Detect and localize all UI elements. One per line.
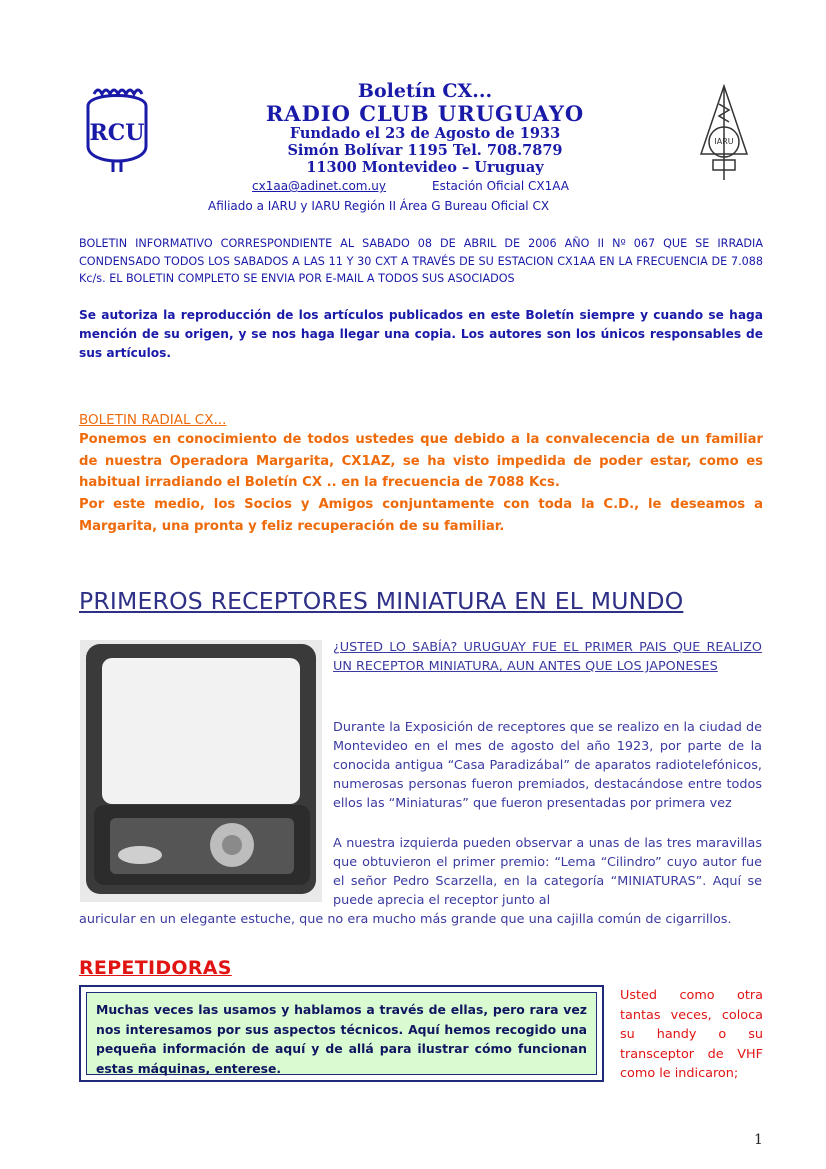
article-paragraph-3: auricular en un elegante estuche, que no era mucho más grande que una cajilla común de cigarrillos.: [79, 912, 732, 927]
bulletin-title: Boletín CX...: [357, 80, 493, 102]
article-headline: ¿USTED LO SABÍA? URUGUAY FUE EL PRIMER PAIS QUE REALIZO UN RECEPTOR MINIATURA, AUN ANTES QUE LOS JAPONESES: [333, 640, 762, 674]
city-line: 11300 Montevideo – Uruguay: [306, 159, 544, 176]
rcu-logo: [80, 84, 154, 174]
radial-title: BOLETIN RADIAL CX...: [79, 412, 227, 428]
repetidoras-box: [79, 985, 604, 1082]
official-station: Estación Oficial CX1AA: [432, 179, 570, 193]
article-paragraph-2: A nuestra izquierda pueden observar a unas de las tres maravillas que obtuvieron el primer premio: “Lema “Cilindro” cuyo autor fue el señor Pedro Scarzella, en la categoría “MINIATURAS”. Aquí se puede aprecia el receptor junto al: [333, 836, 762, 908]
repetidoras-side-text: Usted como otra tantas veces, coloca su handy o su transceptor de VHF como le indicaron;: [620, 988, 763, 1081]
address-line: Simón Bolívar 1195 Tel. 708.7879: [287, 142, 563, 159]
club-name: RADIO CLUB URUGUAYO: [265, 101, 585, 126]
radial-paragraph-1: Ponemos en conocimiento de todos ustedes que debido a la convalecencia de un familiar de nuestra Operadora Margarita, CX1AZ, se ha visto impedida de poder estar, como es habitual irradiando el Boletín CX .. en la frecuencia de 7088 Kcs.: [79, 432, 763, 490]
miniature-receiver-photo: [80, 640, 322, 902]
svg-text:RCU: RCU: [89, 120, 145, 146]
svg-text:IARU: IARU: [714, 137, 734, 146]
repetidoras-box-text: Muchas veces las usamos y hablamos a través de ellas, pero rara vez nos interesamos por sus aspectos técnicos. Aquí hemos recogido una pequeña información de aquí y de allá para ilustrar cómo funcionan estas máquinas, enterese.: [86, 992, 597, 1075]
founded-line: Fundado el 23 de Agosto de 1933: [289, 125, 561, 142]
reproduction-notice: Se autoriza la reproducción de los artículos publicados en este Boletín siempre y cuando se haga mención de su origen, y se nos haga llegar una copia. Los autores son los únicos responsables de sus artículos.: [79, 308, 763, 360]
email-link-wrap: [252, 179, 386, 193]
article-paragraph-1: Durante la Exposición de receptores que se realizo en la ciudad de Montevideo en el mes de agosto del año 1923, por parte de la conocida antigua “Casa Paradizábal” de aparatos radiotelefónicos, numerosas personas fueron premiados, destacándose entre todos ellos las “Miniaturas” que fueron presentadas por primera vez: [333, 720, 762, 811]
email-link[interactable]: cx1aa@adinet.com.uy: [252, 179, 387, 193]
bulletin-info: BOLETIN INFORMATIVO CORRESPONDIENTE AL SABADO 08 DE ABRIL DE 2006 AÑO II Nº 067 QUE SE IRRADIA CONDENSADO TODOS LOS SABADOS A LAS 11 Y 30 CXT A TRAVÉS DE SU ESTACION CX1AA EN LA FRECUENCIA DE 7.088 Kc/s. EL BOLETIN COMPLETO SE ENVIA POR E-MAIL A TODOS SUS ASOCIADOS: [79, 237, 763, 285]
affiliation-line: Afiliado a IARU y IARU Región II Área G Bureau Oficial CX: [208, 199, 550, 213]
page-number: 1: [754, 1132, 763, 1148]
repetidoras-title: REPETIDORAS: [79, 957, 232, 979]
iaru-logo: [697, 84, 751, 184]
article-title: PRIMEROS RECEPTORES MINIATURA EN EL MUNDO: [79, 587, 684, 615]
radial-paragraph-2: Por este medio, los Socios y Amigos conjuntamente con toda la C.D., le deseamos a Margarita, una pronta y feliz recuperación de su familiar.: [79, 497, 763, 534]
